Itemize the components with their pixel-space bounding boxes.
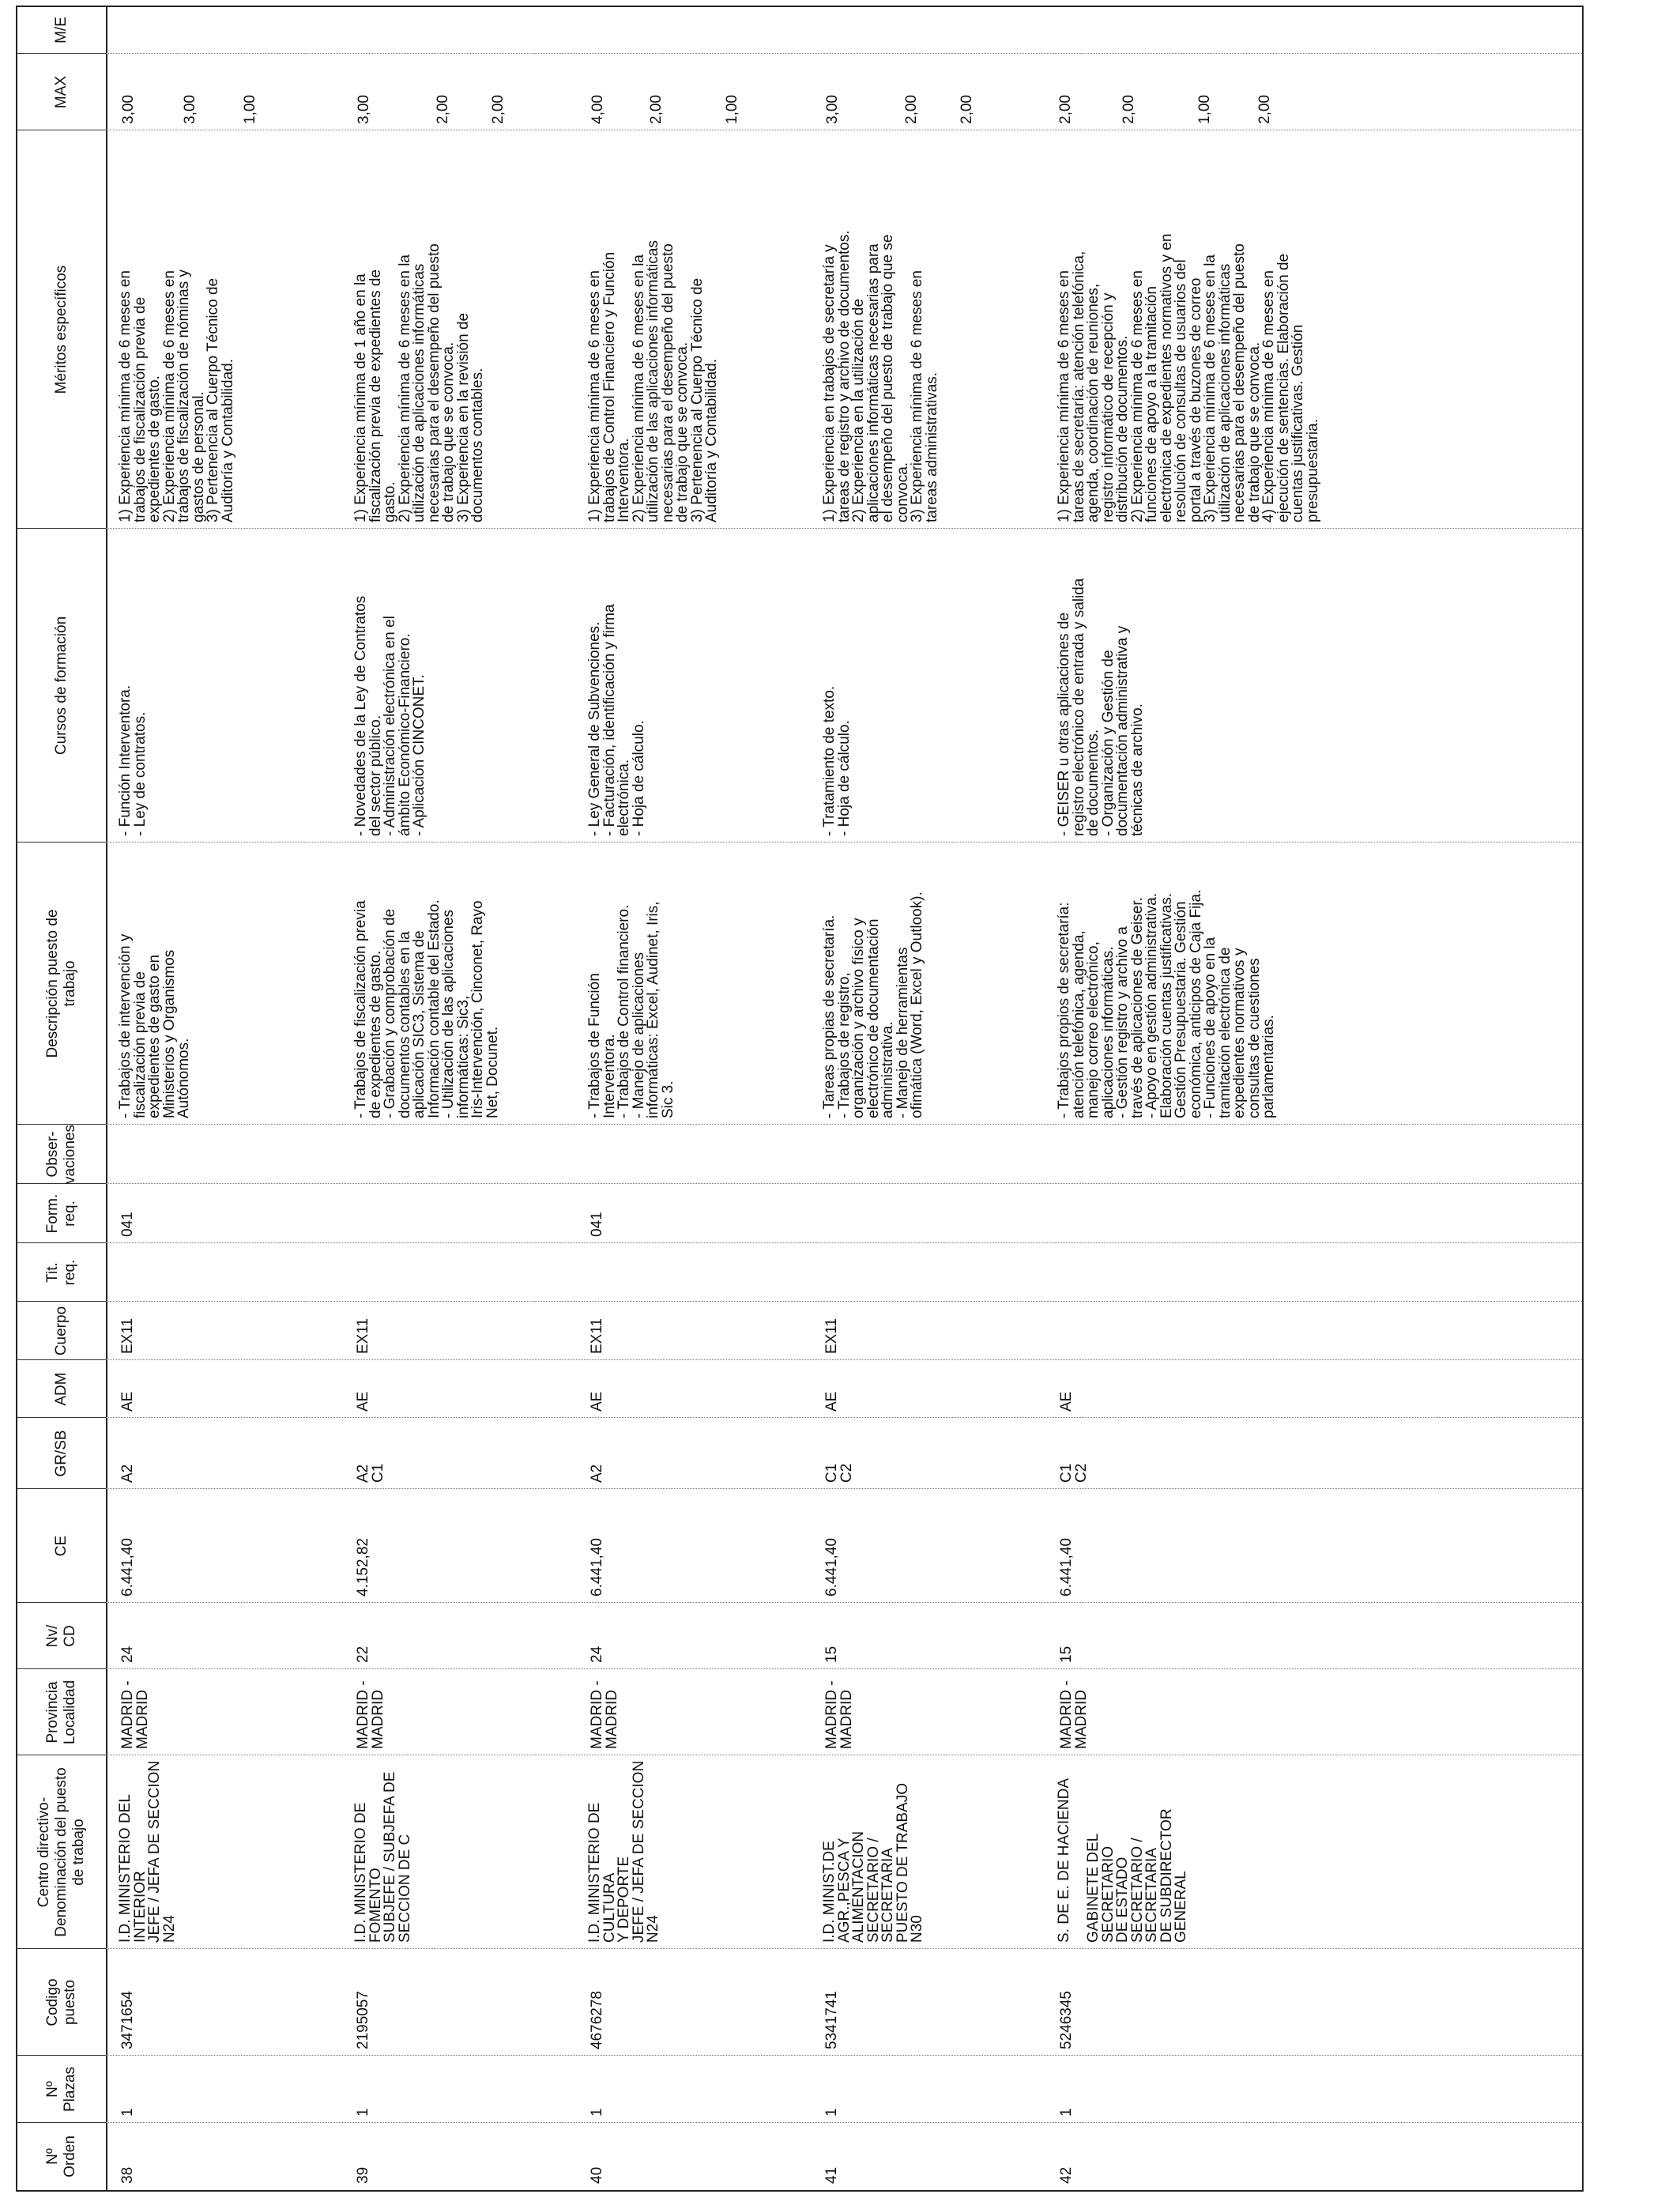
cell-adm: AE xyxy=(355,1391,371,1412)
table-row xyxy=(1045,7,1582,2190)
cell-provincia: MADRID - MADRID xyxy=(1058,1680,1090,1749)
cell-cursos: - Novedades de la Ley de Contratos del sector público. - Administración electrónica en el ámbito Económico-Financiero. - Aplicación CINCONET. xyxy=(352,595,428,836)
cell-nivel: 15 xyxy=(1058,1646,1075,1663)
table-row xyxy=(575,7,810,2190)
cell-meritos: 1) Experiencia mínima de 6 meses en trabajos de Control Financiero y Función Interventora. 2) Experiencia mínima de 6 meses en la utilización de las aplicaciones informáticas necesarias para el desempeño del puesto de trabajo que se convoca. 3) Pertenencia al Cuerpo Técnico de Auditoría y Contabilidad. xyxy=(586,240,720,522)
header-tit: Tit. req. xyxy=(44,1259,78,1286)
cell-meritos: 1) Experiencia mínima de 1 año en la fiscalización previa de expedientes de gasto. 2) Experiencia mínima de 6 meses en la utilización de aplicaciones informáticas necesarias para el desempeño del puesto de trabajo que se convoca. 3) Experiencia en la revisión de documentos contables. xyxy=(352,243,486,522)
cell-cursos: - Ley General de Subvenciones. - Facturación, identificación y firma electrónica. - Hoja de cálculo. xyxy=(586,604,647,836)
cell-orden: 40 xyxy=(589,2166,605,2184)
cell-ce: 6.441,40 xyxy=(589,1538,605,1596)
table-frame xyxy=(16,6,1584,2192)
max-value: 3,00 xyxy=(824,95,841,124)
cell-meritos: 1) Experiencia en trabajos de secretaría y tareas de registro y archivo de documentos. 2) Experiencia en la utilización de aplicaciones informáticas necesarias para el desempeño del puesto de trabajo que se convoca. 3) Experiencia mínima de 6 meses en tareas administrativas. xyxy=(821,230,940,522)
cell-orden: 42 xyxy=(1058,2166,1075,2184)
cell-centro: I.D. MINISTERIO DE FOMENTO SUBJEFE / SUBJEFA DE SECCION DE C xyxy=(352,1771,413,1943)
cell-form: 041 xyxy=(119,1212,136,1237)
max-value: 4,00 xyxy=(590,95,606,124)
table-row xyxy=(341,7,575,2190)
max-value: 2,00 xyxy=(1121,95,1137,124)
header-obs: Obser- vaciones xyxy=(44,1125,78,1184)
max-value: 2,00 xyxy=(903,95,920,124)
table-row xyxy=(810,7,1045,2190)
cell-cursos: - Función Interventora. - Ley de contratos. xyxy=(117,684,149,836)
cell-adm: AE xyxy=(589,1391,605,1412)
header-provincia: Provincia Localidad xyxy=(44,1679,78,1745)
cell-cuerpo: EX11 xyxy=(589,1318,605,1354)
header-codigo: Codigo puesto xyxy=(44,1978,78,2026)
header-cuerpo: Cuerpo xyxy=(53,1306,70,1356)
cell-codigo: 5246345 xyxy=(1058,1991,1075,2049)
cell-ce: 6.441,40 xyxy=(1058,1538,1075,1596)
header-grupo: GR/SB xyxy=(53,1430,70,1477)
cell-nivel: 24 xyxy=(589,1646,605,1663)
max-value: 1,00 xyxy=(724,95,740,124)
header-descripcion: Descripción puesto de trabajo xyxy=(44,909,78,1058)
header-form: Form. req. xyxy=(44,1193,78,1234)
cell-ce: 4.152,82 xyxy=(355,1538,371,1596)
max-value: 2,00 xyxy=(959,95,975,124)
header-cursos: Cursos de formación xyxy=(53,616,70,756)
cell-orden: 41 xyxy=(823,2166,840,2184)
cell-codigo: 3471654 xyxy=(119,1991,136,2049)
header-adm: ADM xyxy=(53,1372,70,1406)
cell-grupo: A2 C1 xyxy=(355,1463,386,1483)
cell-plazas: 1 xyxy=(589,2108,605,2117)
max-value: 3,00 xyxy=(120,95,137,124)
cell-form: 041 xyxy=(589,1212,605,1237)
max-value: 3,00 xyxy=(356,95,372,124)
cell-adm: AE xyxy=(823,1391,840,1412)
cell-codigo: 5341741 xyxy=(823,1991,840,2049)
cell-provincia: MADRID - MADRID xyxy=(119,1680,151,1749)
cell-meritos: 1) Experiencia mínima de 6 meses en tareas de secretaría: atención telefónica, agenda, coordinación de reuniones, registro informático de recepción y distribución de documentos. 2) Experiencia mínima de 6 meses en funciones de apoyo a la tramitación electrónica de expedientes normativos y en resolución de consultas de usuarios del portal a través de buzones de correo 3) Experiencia mínima de 6 meses en la utilización de aplicaciones informáticas necesarias para el desempeño del puesto de trabajo que se convoca. 4) Experiencia mínima de 6 meses en ejecución de sentencias. Elaboración de cuentas justificativas. Gestión presupuestaria. xyxy=(1056,233,1321,522)
cell-provincia: MADRID - MADRID xyxy=(589,1680,620,1749)
max-value: 2,00 xyxy=(435,95,451,124)
cell-provincia: MADRID - MADRID xyxy=(823,1680,855,1749)
cell-nivel: 22 xyxy=(355,1646,371,1663)
cell-descripcion: - Trabajos propios de secretaría: atención telefónica, agenda, manejo correo electrónico, aplicaciones informáticas. - Gestión registro y archivo a través de aplicaciones de Geiser. - Apoyo en gestión administrativa. Elaboración cuentas justificativas. Gestión Presupuestaria. Gestión económica, anticipos de Caja Fija. - Funciones de apoyo en la tramitación electrónica de expedientes normativos y consultas de cuestiones parlamentarias. xyxy=(1056,889,1277,1118)
cell-plazas: 1 xyxy=(823,2108,840,2117)
cell-adm: AE xyxy=(1058,1391,1075,1412)
cell-plazas: 1 xyxy=(119,2108,136,2117)
cell-plazas: 1 xyxy=(355,2108,371,2117)
cell-descripcion: - Trabajos de fiscalización previa de expedientes de gasto. - Grabación y comprobación de documentos contables en la aplicación SIC3, Sistema de Información contable del Estado. - Utilización de las aplicaciones informáticas: Sic3, Iris-Intervención, Cinconet, Rayo Net, Docunet. xyxy=(352,899,501,1118)
header-orden: Nº Orden xyxy=(44,2136,78,2177)
cell-grupo: C1 C2 xyxy=(1058,1463,1090,1483)
table-row xyxy=(106,7,341,2190)
cell-grupo: A2 xyxy=(119,1464,136,1483)
cell-cuerpo: EX11 xyxy=(355,1318,371,1354)
cell-nivel: 24 xyxy=(119,1646,136,1663)
header-me: M/E xyxy=(53,17,70,43)
cell-cuerpo: EX11 xyxy=(119,1318,136,1354)
cell-cursos: - GEISER u otras aplicaciones de registro electrónico de entrada y salida de documentos. - Organización y Gestión de documentación administrativa y técnicas de archivo. xyxy=(1056,578,1146,836)
max-value: 1,00 xyxy=(1196,95,1213,124)
cell-ce: 6.441,40 xyxy=(823,1538,840,1596)
cell-adm: AE xyxy=(119,1391,136,1412)
cell-cursos: - Tratamiento de texto. - Hoja de cálculo. xyxy=(821,685,853,836)
max-value: 2,00 xyxy=(1057,95,1074,124)
cell-descripcion: - Trabajos de Función Interventora. - Trabajos de Control financiero. - Manejo de aplicaciones informáticas: Excel, Audinet, Iris, Sic 3. xyxy=(586,901,676,1118)
cell-centro: I.D. MINISTERIO DEL INTERIOR JEFE / JEFA DE SECCION N24 xyxy=(117,1760,178,1943)
cell-centro: I.D. MINISTERIO DE CULTURA Y DEPORTE JEFE / JEFA DE SECCION N24 xyxy=(586,1760,661,1943)
cell-plazas: 1 xyxy=(1058,2108,1075,2117)
max-value: 2,00 xyxy=(648,95,665,124)
cell-nivel: 15 xyxy=(823,1646,840,1663)
cell-orden: 39 xyxy=(355,2166,371,2184)
cell-ce: 6.441,40 xyxy=(119,1538,136,1596)
cell-descripcion: - Trabajos de intervención y fiscalización previa de expedientes de gasto en Ministerios y Organismos Autónomos. xyxy=(117,933,192,1118)
cell-orden: 38 xyxy=(119,2166,136,2184)
max-value: 2,00 xyxy=(490,95,507,124)
header-ce: CE xyxy=(53,1535,70,1557)
cell-grupo: A2 xyxy=(589,1464,605,1483)
max-value: 1,00 xyxy=(242,95,258,124)
header-nivel: Nv/ CD xyxy=(44,1624,78,1648)
header-centro: Centro directivo- Denominación del puesto de trabajo xyxy=(36,1767,87,1937)
cell-cuerpo: EX11 xyxy=(823,1318,840,1354)
cell-codigo: 2195057 xyxy=(355,1991,371,2049)
max-value: 2,00 xyxy=(1256,95,1273,124)
cell-meritos: 1) Experiencia mínima de 6 meses en trabajos de fiscalización previa de expedientes de gasto. 2) Experiencia mínima de 6 meses en trabajos de fiscalización de nóminas y gastos de personal. 3) Pertenencia al Cuerpo Técnico de Auditoría y Contabilidad. xyxy=(117,269,236,522)
header-meritos: Méritos específicos xyxy=(53,265,70,394)
max-value: 3,00 xyxy=(182,95,198,124)
cell-provincia: MADRID - MADRID xyxy=(355,1680,386,1749)
cell-descripcion: - Tareas propias de secretaría. - Trabajos de registro, organización y archivo físico y electrónico de documentación administrativa. - Manejo de herramientas ofimática (Word, Excel y Outlook). xyxy=(821,892,925,1118)
header-max: MAX xyxy=(53,75,70,109)
cell-codigo: 4676278 xyxy=(589,1991,605,2049)
header-plazas: Nº Plazas xyxy=(44,2066,78,2113)
cell-grupo: C1 C2 xyxy=(823,1463,855,1483)
cell-centro: I.D. MINIST.DE AGR.,PESCA Y ALIMENTACION SECRETARIO / SECRETARIA PUESTO DE TRABAJO N30 xyxy=(821,1782,925,1943)
cell-centro: S. DE E. DE HACIENDA GABINETE DEL SECRETARIO DE ESTADO SECRETARIO / SECRETARIA DE SUBDIRECTOR GENERAL xyxy=(1056,1778,1189,1943)
